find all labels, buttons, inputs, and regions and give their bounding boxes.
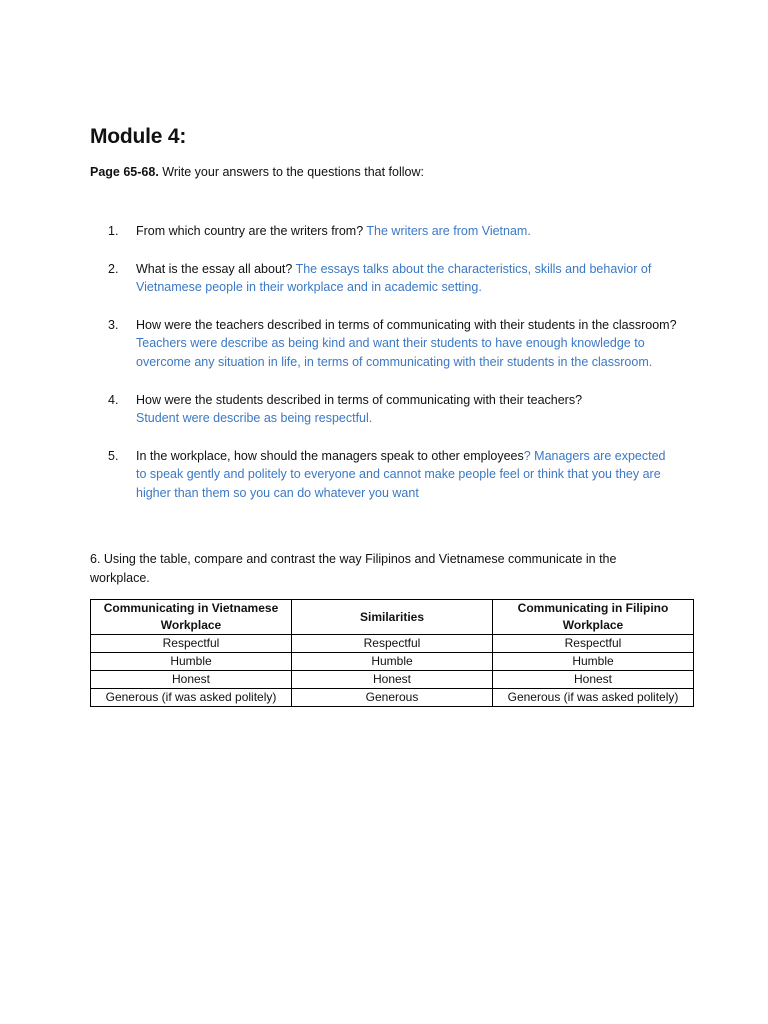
intro-instruction [90, 164, 424, 180]
question-number: 2. [108, 261, 119, 276]
table-cell: Honest [292, 671, 493, 689]
header-filipino: Communicating in Filipino Workplace [493, 600, 694, 635]
table-cell: Respectful [91, 635, 292, 653]
table-row [91, 689, 694, 707]
intro-page-range: Page 65-68. [90, 165, 159, 179]
question-number: 4. [108, 392, 119, 407]
header-similarities: Similarities [292, 600, 493, 635]
question-6-text: 6. Using the table, compare and contrast the way Filipinos and Vietnamese communicate in the workplace. [90, 552, 617, 585]
table-cell: Respectful [292, 635, 493, 653]
table-cell: Honest [91, 671, 292, 689]
comparison-table [90, 599, 694, 707]
table-cell: Humble [292, 653, 493, 671]
question-item-2 [108, 260, 678, 297]
question-text: How were the students described in terms of communicating with their teachers? [136, 392, 583, 407]
question-item-1 [108, 222, 678, 241]
answer-text: The writers are from Vietnam. [366, 224, 531, 238]
table-cell: Honest [493, 671, 694, 689]
table-cell: Humble [91, 653, 292, 671]
question-text: What is the essay all about? [136, 261, 296, 276]
question-number: 3. [108, 317, 119, 332]
question-text: From which country are the writers from? [136, 224, 367, 238]
table-row [91, 635, 694, 653]
question-number: 5. [108, 448, 119, 463]
answer-text: ? Managers are expected to speak gently and politely to everyone and cannot make people feel or think that you they are higher than them so you can do whatever you want [136, 448, 666, 500]
table-cell: Generous (if was asked politely) [91, 689, 292, 707]
table-cell: Humble [493, 653, 694, 671]
table-cell: Generous (if was asked politely) [493, 689, 694, 707]
table-row [91, 653, 694, 671]
table-header-row [91, 600, 694, 635]
table-cell: Generous [292, 689, 493, 707]
question-number: 1. [108, 224, 119, 238]
question-item-4 [108, 391, 678, 428]
question-list [108, 222, 678, 503]
header-vietnamese: Communicating in Vietnamese Workplace [91, 600, 292, 635]
table-cell: Respectful [493, 635, 694, 653]
table-row [91, 671, 694, 689]
question-item-5 [108, 447, 678, 503]
question-text: How were the teachers described in terms of communicating with their students in the classroom? [136, 317, 677, 332]
answer-text: Student were describe as being respectful. [136, 411, 373, 426]
answer-text: The essays talks about the characteristics, skills and behavior of Vietnamese people in their workplace and in academic setting. [136, 261, 652, 295]
answer-text: Teachers were describe as being kind and want their students to have enough knowledge to overcome any situation in life, in terms of communicating with their students in the classroom. [136, 336, 653, 369]
question-text: In the workplace, how should the managers speak to other employees [136, 448, 524, 463]
module-title: Module 4: [90, 125, 187, 148]
intro-text: Write your answers to the questions that follow: [158, 165, 424, 179]
question-item-3 [108, 316, 678, 372]
